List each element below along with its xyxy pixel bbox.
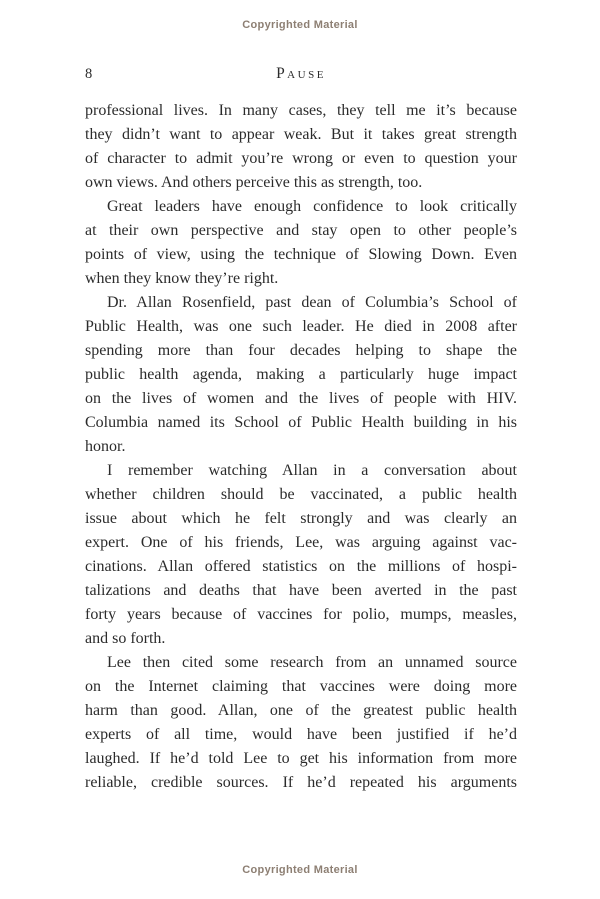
text-line: talizations and deaths that have been averted in the past bbox=[85, 582, 517, 599]
paragraph bbox=[85, 651, 517, 795]
text-line: experts of all time, would have been justified if he’d bbox=[85, 726, 517, 743]
copyright-notice-bottom: Copyrighted Material bbox=[242, 864, 358, 876]
text-line: expert. One of his friends, Lee, was arguing against vac- bbox=[85, 534, 517, 551]
page-number: 8 bbox=[85, 66, 93, 82]
text-line: Dr. Allan Rosenfield, past dean of Columbia’s School of bbox=[107, 294, 517, 311]
text-line: harm than good. Allan, one of the greatest public health bbox=[85, 702, 517, 719]
text-line: forty years because of vaccines for polio, mumps, measles, bbox=[85, 606, 517, 623]
text-line: Lee then cited some research from an unnamed source bbox=[107, 654, 517, 671]
text-line: I remember watching Allan in a conversation about bbox=[107, 462, 517, 479]
text-line: and so forth. bbox=[85, 630, 166, 647]
running-title: Pause bbox=[276, 65, 326, 82]
text-line: Great leaders have enough confidence to look critically bbox=[107, 198, 517, 215]
text-line: cinations. Allan offered statistics on the millions of hospi- bbox=[85, 558, 517, 575]
text-line: own views. And others perceive this as strength, too. bbox=[85, 174, 423, 191]
text-line: public health agenda, making a particularly huge impact bbox=[85, 366, 517, 383]
paragraph bbox=[85, 291, 517, 459]
text-line: of character to admit you’re wrong or even to question your bbox=[85, 150, 517, 167]
text-line: laughed. If he’d told Lee to get his information from more bbox=[85, 750, 517, 767]
text-line: at their own perspective and stay open to other people’s bbox=[85, 222, 517, 239]
paragraph bbox=[85, 195, 517, 291]
paragraph bbox=[85, 99, 517, 195]
text-line: Columbia named its School of Public Health building in his bbox=[85, 414, 517, 431]
copyright-notice-top: Copyrighted Material bbox=[242, 19, 358, 31]
page-header bbox=[85, 65, 517, 85]
text-line: on the lives of women and the lives of people with HIV. bbox=[85, 390, 517, 407]
text-line: reliable, credible sources. If he’d repeated his arguments bbox=[85, 774, 517, 791]
body-text bbox=[85, 99, 517, 795]
text-line: points of view, using the technique of Slowing Down. Even bbox=[85, 246, 517, 263]
text-line: they didn’t want to appear weak. But it takes great strength bbox=[85, 126, 517, 143]
text-line: issue about which he felt strongly and was clearly an bbox=[85, 510, 517, 527]
text-line: on the Internet claiming that vaccines were doing more bbox=[85, 678, 517, 695]
text-line: whether children should be vaccinated, a public health bbox=[85, 486, 517, 503]
text-line: when they know they’re right. bbox=[85, 270, 279, 287]
text-line: professional lives. In many cases, they tell me it’s because bbox=[85, 102, 517, 119]
text-line: spending more than four decades helping to shape the bbox=[85, 342, 517, 359]
text-line: Public Health, was one such leader. He died in 2008 after bbox=[85, 318, 517, 335]
paragraph bbox=[85, 459, 517, 651]
text-line: honor. bbox=[85, 438, 126, 455]
